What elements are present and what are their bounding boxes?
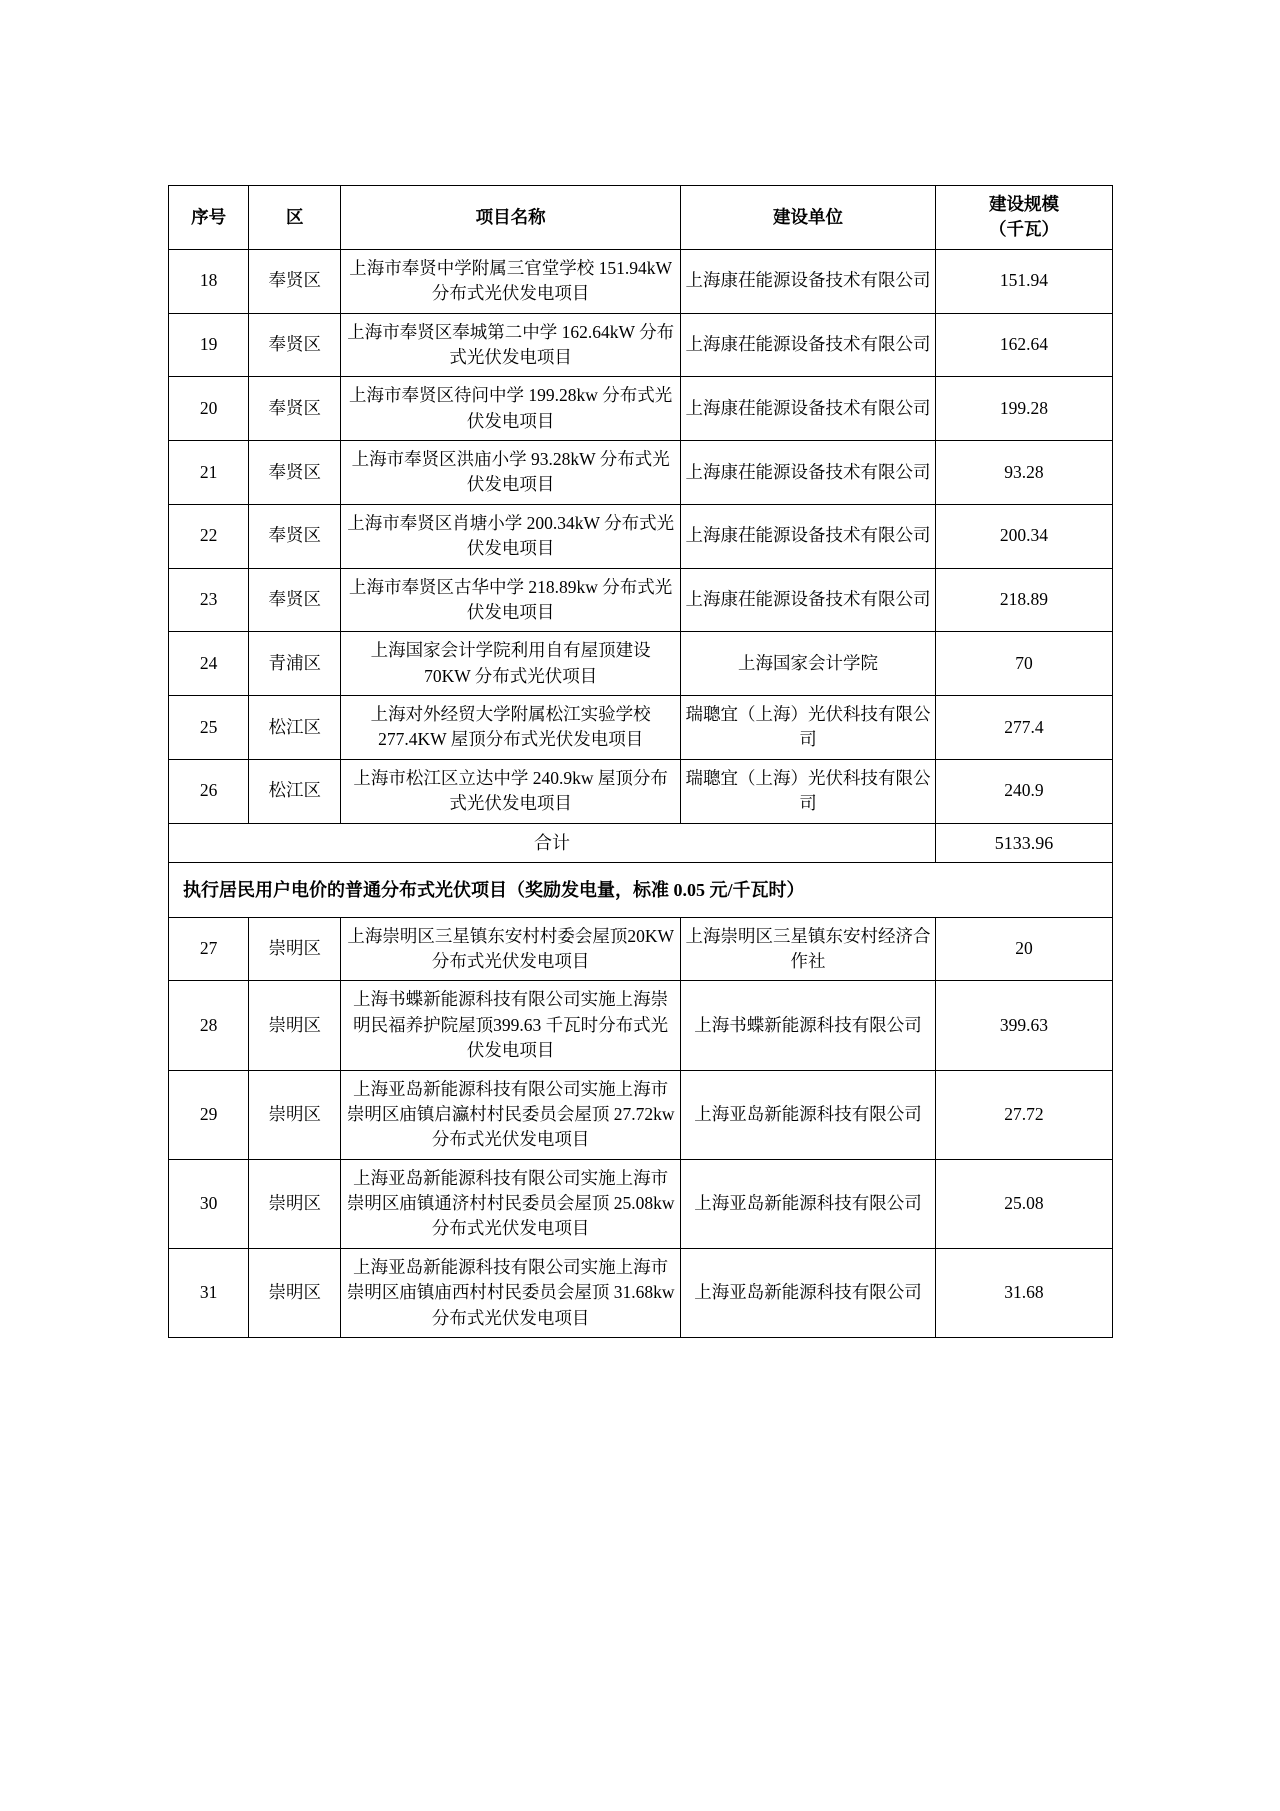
cell-seq: 27 <box>169 917 249 981</box>
cell-project-name: 上海崇明区三星镇东安村村委会屋顶20KW分布式光伏发电项目 <box>341 917 681 981</box>
cell-scale: 151.94 <box>935 249 1112 313</box>
cell-scale: 162.64 <box>935 313 1112 377</box>
table-row <box>169 441 1113 505</box>
cell-build-unit: 上海国家会计学院 <box>681 632 936 696</box>
cell-project-name: 上海市奉贤区待问中学 199.28kw 分布式光伏发电项目 <box>341 377 681 441</box>
cell-district: 奉贤区 <box>249 504 341 568</box>
cell-build-unit: 上海康茌能源设备技术有限公司 <box>681 504 936 568</box>
table-row <box>169 917 1113 981</box>
cell-build-unit: 上海康茌能源设备技术有限公司 <box>681 568 936 632</box>
cell-build-unit: 上海亚岛新能源科技有限公司 <box>681 1248 936 1337</box>
cell-seq: 28 <box>169 981 249 1070</box>
header-build-unit: 建设单位 <box>681 186 936 250</box>
cell-scale: 20 <box>935 917 1112 981</box>
cell-seq: 25 <box>169 696 249 760</box>
table-header <box>169 186 1113 250</box>
total-row <box>169 823 1113 862</box>
cell-build-unit: 上海康茌能源设备技术有限公司 <box>681 377 936 441</box>
cell-district: 崇明区 <box>249 1159 341 1248</box>
cell-build-unit: 上海康茌能源设备技术有限公司 <box>681 249 936 313</box>
cell-build-unit: 上海崇明区三星镇东安村经济合作社 <box>681 917 936 981</box>
cell-scale: 31.68 <box>935 1248 1112 1337</box>
table-row <box>169 313 1113 377</box>
header-scale-line1: 建设规模 <box>988 194 1059 214</box>
cell-seq: 23 <box>169 568 249 632</box>
cell-seq: 26 <box>169 759 249 823</box>
header-district: 区 <box>249 186 341 250</box>
table-row <box>169 759 1113 823</box>
cell-project-name: 上海市奉贤区肖塘小学 200.34kW 分布式光伏发电项目 <box>341 504 681 568</box>
section-title: 执行居民用户电价的普通分布式光伏项目（奖励发电量，标准 0.05 元/千瓦时） <box>169 862 1113 917</box>
cell-district: 奉贤区 <box>249 441 341 505</box>
cell-project-name: 上海书蝶新能源科技有限公司实施上海崇明民福养护院屋顶399.63 千瓦时分布式光伏发电项目 <box>341 981 681 1070</box>
cell-seq: 22 <box>169 504 249 568</box>
cell-district: 崇明区 <box>249 1070 341 1159</box>
header-scale-line2: （千瓦） <box>988 219 1059 240</box>
cell-build-unit: 上海康茌能源设备技术有限公司 <box>681 313 936 377</box>
cell-district: 松江区 <box>249 759 341 823</box>
cell-build-unit: 上海亚岛新能源科技有限公司 <box>681 1070 936 1159</box>
cell-seq: 29 <box>169 1070 249 1159</box>
cell-build-unit: 上海书蝶新能源科技有限公司 <box>681 981 936 1070</box>
cell-seq: 19 <box>169 313 249 377</box>
cell-scale: 199.28 <box>935 377 1112 441</box>
cell-scale: 277.4 <box>935 696 1112 760</box>
cell-seq: 30 <box>169 1159 249 1248</box>
section-title-row <box>169 862 1113 917</box>
cell-seq: 31 <box>169 1248 249 1337</box>
table-row <box>169 632 1113 696</box>
table-header-row <box>169 186 1113 250</box>
cell-scale: 240.9 <box>935 759 1112 823</box>
cell-district: 奉贤区 <box>249 377 341 441</box>
table-row <box>169 568 1113 632</box>
cell-scale: 93.28 <box>935 441 1112 505</box>
table-row <box>169 1248 1113 1337</box>
cell-project-name: 上海市松江区立达中学 240.9kw 屋顶分布式光伏发电项目 <box>341 759 681 823</box>
cell-scale: 218.89 <box>935 568 1112 632</box>
cell-district: 奉贤区 <box>249 249 341 313</box>
cell-project-name: 上海市奉贤区奉城第二中学 162.64kW 分布式光伏发电项目 <box>341 313 681 377</box>
cell-build-unit: 上海康茌能源设备技术有限公司 <box>681 441 936 505</box>
table-row <box>169 696 1113 760</box>
cell-scale: 27.72 <box>935 1070 1112 1159</box>
cell-district: 崇明区 <box>249 917 341 981</box>
cell-project-name: 上海国家会计学院利用自有屋顶建设 70KW 分布式光伏项目 <box>341 632 681 696</box>
header-seq: 序号 <box>169 186 249 250</box>
table-row <box>169 981 1113 1070</box>
table-body <box>169 249 1113 1337</box>
header-project-name: 项目名称 <box>341 186 681 250</box>
cell-project-name: 上海对外经贸大学附属松江实验学校 277.4KW 屋顶分布式光伏发电项目 <box>341 696 681 760</box>
cell-project-name: 上海市奉贤区洪庙小学 93.28kW 分布式光伏发电项目 <box>341 441 681 505</box>
cell-build-unit: 上海亚岛新能源科技有限公司 <box>681 1159 936 1248</box>
cell-district: 奉贤区 <box>249 313 341 377</box>
cell-project-name: 上海市奉贤区古华中学 218.89kw 分布式光伏发电项目 <box>341 568 681 632</box>
cell-scale: 399.63 <box>935 981 1112 1070</box>
table-row <box>169 249 1113 313</box>
cell-district: 青浦区 <box>249 632 341 696</box>
cell-seq: 21 <box>169 441 249 505</box>
cell-district: 崇明区 <box>249 981 341 1070</box>
cell-project-name: 上海亚岛新能源科技有限公司实施上海市崇明区庙镇通济村村民委员会屋顶 25.08kw 分布式光伏发电项目 <box>341 1159 681 1248</box>
total-label: 合计 <box>169 823 936 862</box>
cell-project-name: 上海市奉贤中学附属三官堂学校 151.94kW 分布式光伏发电项目 <box>341 249 681 313</box>
cell-seq: 18 <box>169 249 249 313</box>
table-row <box>169 504 1113 568</box>
cell-project-name: 上海亚岛新能源科技有限公司实施上海市崇明区庙镇庙西村村民委员会屋顶 31.68kw 分布式光伏发电项目 <box>341 1248 681 1337</box>
cell-build-unit: 瑞聰宜（上海）光伏科技有限公司 <box>681 696 936 760</box>
cell-build-unit: 瑞聰宜（上海）光伏科技有限公司 <box>681 759 936 823</box>
total-value: 5133.96 <box>935 823 1112 862</box>
cell-district: 崇明区 <box>249 1248 341 1337</box>
cell-scale: 25.08 <box>935 1159 1112 1248</box>
table-row <box>169 377 1113 441</box>
cell-scale: 200.34 <box>935 504 1112 568</box>
cell-district: 松江区 <box>249 696 341 760</box>
header-scale <box>935 186 1112 250</box>
table-row <box>169 1159 1113 1248</box>
project-list-table <box>168 185 1113 1338</box>
table-row <box>169 1070 1113 1159</box>
cell-district: 奉贤区 <box>249 568 341 632</box>
cell-seq: 20 <box>169 377 249 441</box>
cell-scale: 70 <box>935 632 1112 696</box>
cell-seq: 24 <box>169 632 249 696</box>
cell-project-name: 上海亚岛新能源科技有限公司实施上海市崇明区庙镇启瀛村村民委员会屋顶 27.72kw 分布式光伏发电项目 <box>341 1070 681 1159</box>
